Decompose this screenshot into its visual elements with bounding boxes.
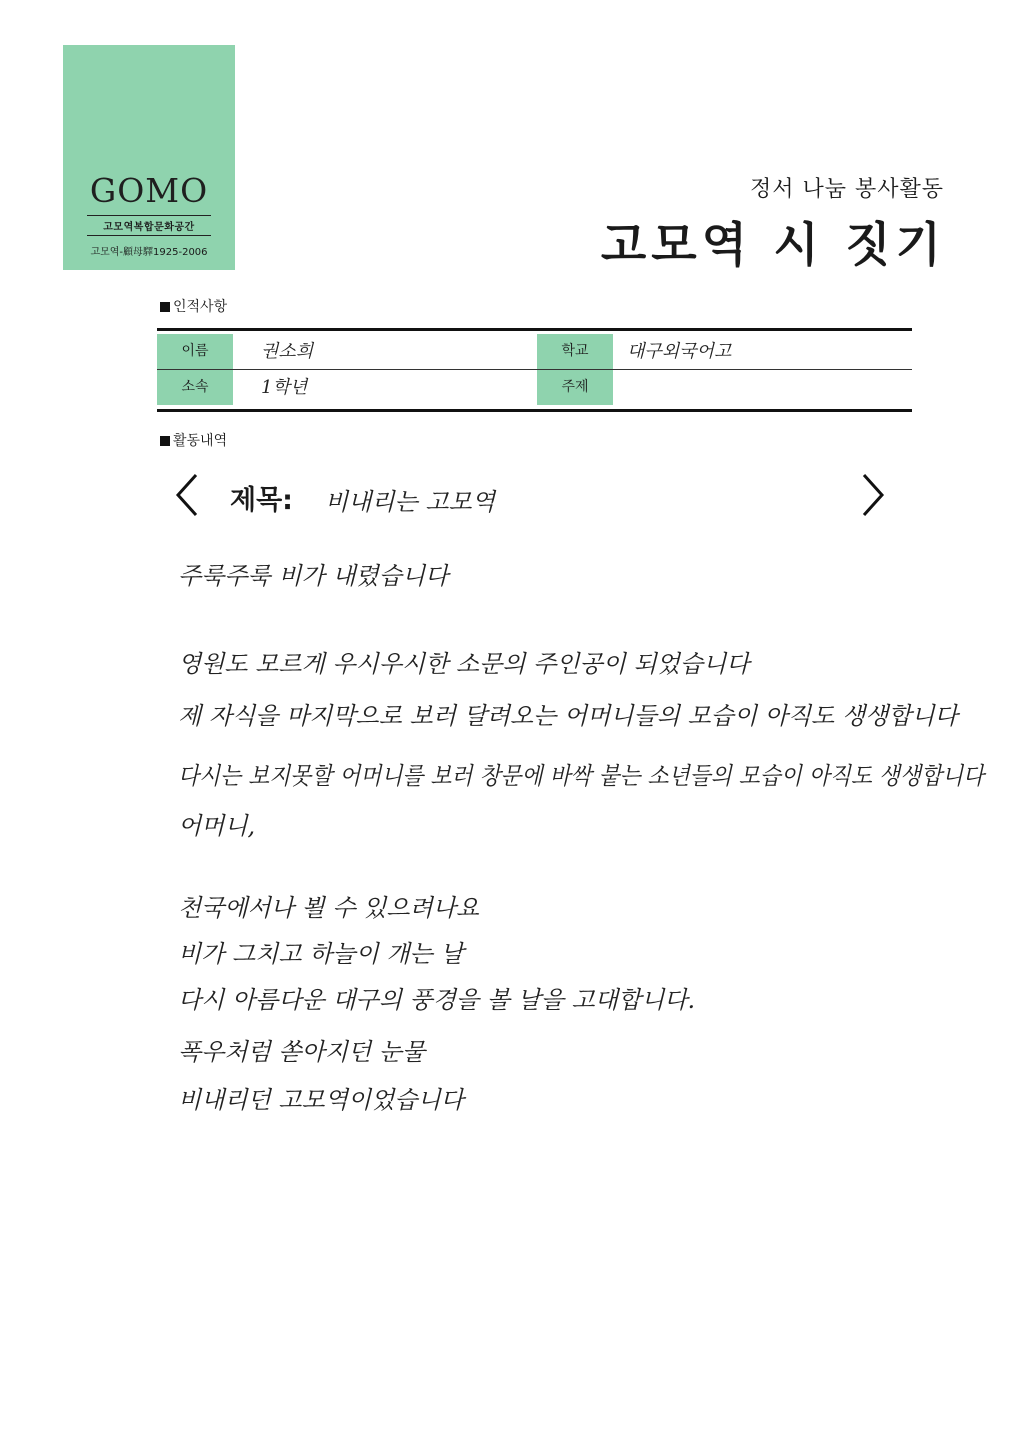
logo-org: 고모역복합문화공간 — [87, 215, 211, 236]
affiliation-value: 1학년 — [261, 377, 308, 398]
affiliation-label: 소속 — [157, 370, 233, 405]
poem-line: 다시는 보지못할 어머니를 보러 창문에 바싹 붙는 소년들의 모습이 아직도 생생합니다 — [178, 762, 985, 790]
logo-name: GOMO — [89, 171, 209, 210]
poem-line: 비내리던 고모역이었습니다 — [178, 1086, 464, 1114]
info-row-name-school — [157, 334, 912, 370]
info-row-affiliation-topic — [157, 370, 912, 405]
poem-line: 제 자식을 마지막으로 보러 달려오는 어머니들의 모습이 아직도 생생합니다 — [178, 702, 958, 730]
school-label: 학교 — [537, 334, 613, 369]
poem-line: 비가 그치고 하늘이 개는 날 — [178, 940, 464, 968]
poem-line: 주룩주룩 비가 내렸습니다 — [178, 562, 449, 590]
name-value: 권소희 — [261, 341, 314, 362]
personal-info-table — [157, 328, 912, 412]
gomo-logo — [63, 45, 235, 270]
poem-line: 어머니, — [178, 812, 256, 840]
poem-line: 다시 아름다운 대구의 풍경을 볼 날을 고대합니다. — [178, 986, 696, 1014]
poem-title-label: 제목: — [230, 485, 293, 516]
name-label: 이름 — [157, 334, 233, 369]
topic-label: 주제 — [537, 370, 613, 405]
section-activity: 활동내역 — [160, 430, 227, 450]
angle-bracket-right-icon — [858, 470, 888, 520]
poem-line: 폭우처럼 쏟아지던 눈물 — [178, 1038, 426, 1066]
page-title: 고모역 시 짓기 — [600, 218, 946, 273]
page-subtitle: 정서 나눔 봉사활동 — [749, 177, 944, 202]
logo-years: 고모역-顧母驛1925-2006 — [90, 247, 208, 258]
poem-line: 영원도 모르게 우시우시한 소문의 주인공이 되었습니다 — [178, 650, 750, 678]
poem-line: 천국에서나 뵐 수 있으려나요 — [178, 894, 480, 922]
section-personal-info: 인적사항 — [160, 296, 227, 316]
poem-title-value: 비내리는 고모역 — [325, 488, 495, 516]
angle-bracket-left-icon — [172, 470, 202, 520]
school-value: 대구외국어고 — [627, 341, 732, 362]
